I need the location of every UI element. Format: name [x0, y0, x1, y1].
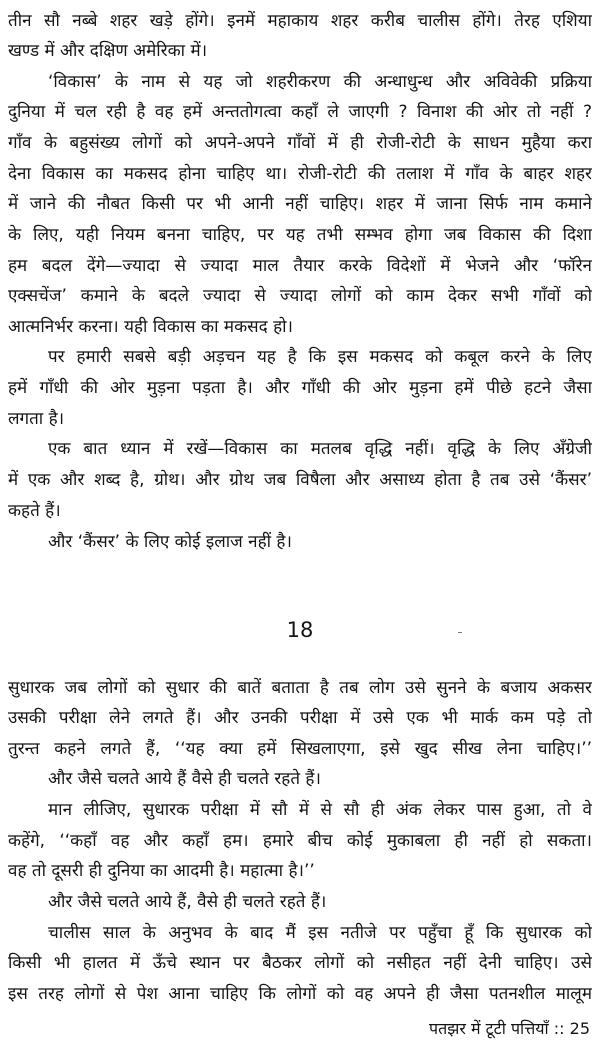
text-line: खण्ड में और दक्षिण अमेरिका में। — [8, 41, 208, 61]
print-mark — [458, 632, 462, 633]
text-line: में एक और शब्द है, ग्रोथ। और ग्रोथ जब विषैला और असाध्य होता है तब उसे ‘कैंसर’ — [8, 470, 592, 490]
text-line: एक्सचेंज’ कमाने के बदले ज्यादा से ज्यादा लोगों को काम देकर सभी गाँवों को — [8, 286, 592, 306]
text-line: वह तो दूसरी ही दुनिया का आदमी है। महात्मा है।’’ — [8, 861, 315, 881]
text-line: और जैसे चलते आये हैं वैसे ही चलते रहते हैं। — [48, 769, 321, 789]
text-line: हम बदल देंगे—ज्यादा से ज्यादा माल तैयार करके विदेशों में भेजने और ‘फॉरेन — [8, 256, 592, 276]
text-line: मान लीजिए, सुधारक परीक्षा में सौ में से सौ ही अंक लेकर पास हुआ, तो वे — [48, 800, 592, 820]
text-line: सुधारक जब लोगों को सुधार की बातें बताता है तब लोग उसे सुनने के बजाय अकसर — [8, 678, 592, 698]
text-line: कहेंगे, ‘‘कहाँ वह और कहाँ हम। हमारे बीच कोई मुकाबला ही नहीं हो सकता। — [8, 831, 592, 851]
text-line: कहते हैं। — [8, 501, 61, 521]
text-line: आत्मनिर्भर करना। यही विकास का मकसद हो। — [8, 317, 293, 337]
text-line: पर हमारी सबसे बड़ी अड़चन यह है कि इस मकसद को कबूल करने के लिए — [48, 347, 592, 367]
text-line: और ‘कैंसर’ के लिए कोई इलाज नहीं है। — [48, 532, 292, 552]
text-line: किसी भी हालत में ऊँचे स्थान पर बैठकर लोगों को नसीहत नहीं देनी चाहिए। उसे — [8, 953, 592, 973]
text-line: और जैसे चलते आये हैं, वैसे ही चलते रहते हैं। — [48, 892, 327, 912]
footer-separator: :: — [548, 1019, 570, 1038]
text-line: तुरन्त कहने लगते हैं, ‘‘यह क्या हमें सिखलाएगा, इसे खुद सीख लेना चाहिए।’’ — [8, 739, 592, 759]
page-footer — [429, 1016, 590, 1042]
text-line: तीन सौ नब्बे शहर खड़े होंगे। इनमें महाकाय शहर करीब चालीस होंगे। तेरह एशिया — [8, 11, 592, 31]
page-number: 25 — [569, 1019, 590, 1038]
text-line: देना विकास का मकसद होना चाहिए था। रोजी-रोटी की तलाश में गाँव के बाहर शहर — [8, 164, 592, 184]
text-line: में जाने की नौबत किसी पर भी आनी नहीं चाहिए। शहर में जाना सिर्फ नाम कमाने — [8, 194, 592, 214]
text-line: इस तरह लोगों से पेश आना चाहिए कि लोगों को वह अपने ही जैसा पतनशील मालूम — [8, 984, 592, 1004]
text-line: लगता है। — [8, 409, 65, 429]
text-line: दुनिया में चल रही है वह हमें अन्ततोगत्वा कहाँ ले जाएगी ? विनाश की ओर तो नहीं ? — [8, 102, 592, 122]
text-line: गाँव के बहुसंख्य लोगों को अपने-अपने गाँवों में ही रोजी-रोटी के साधन मुहैया करा — [8, 133, 592, 153]
text-line: के लिए, यही नियम बनना चाहिए, पर यह तभी सम्भव होगा जब विकास की दिशा — [8, 225, 592, 245]
book-title: पतझर में टूटी पत्तियाँ — [429, 1019, 549, 1038]
text-line: उसकी परीक्षा लेने लगते हैं। और उनकी परीक्षा में उसे एक भी मार्क कम पड़े तो — [8, 708, 592, 728]
text-line: चालीस साल के अनुभव के बाद मैं इस नतीजे पर पहुँचा हूँ कि सुधारक को — [48, 923, 592, 943]
text-line: हमें गाँधी की ओर मुड़ना पड़ता है। और गाँधी की ओर मुड़ना हमें पीछे हटने जैसा — [8, 378, 592, 398]
chapter-number: 18 — [286, 618, 314, 642]
text-line: ‘विकास’ के नाम से यह जो शहरीकरण की अन्धाधुन्ध और अविवेकी प्रक्रिया — [48, 72, 592, 92]
text-line: एक बात ध्यान में रखें—विकास का मतलब वृद्धि नहीं। वृद्धि के लिए अँग्रेजी — [48, 439, 592, 459]
